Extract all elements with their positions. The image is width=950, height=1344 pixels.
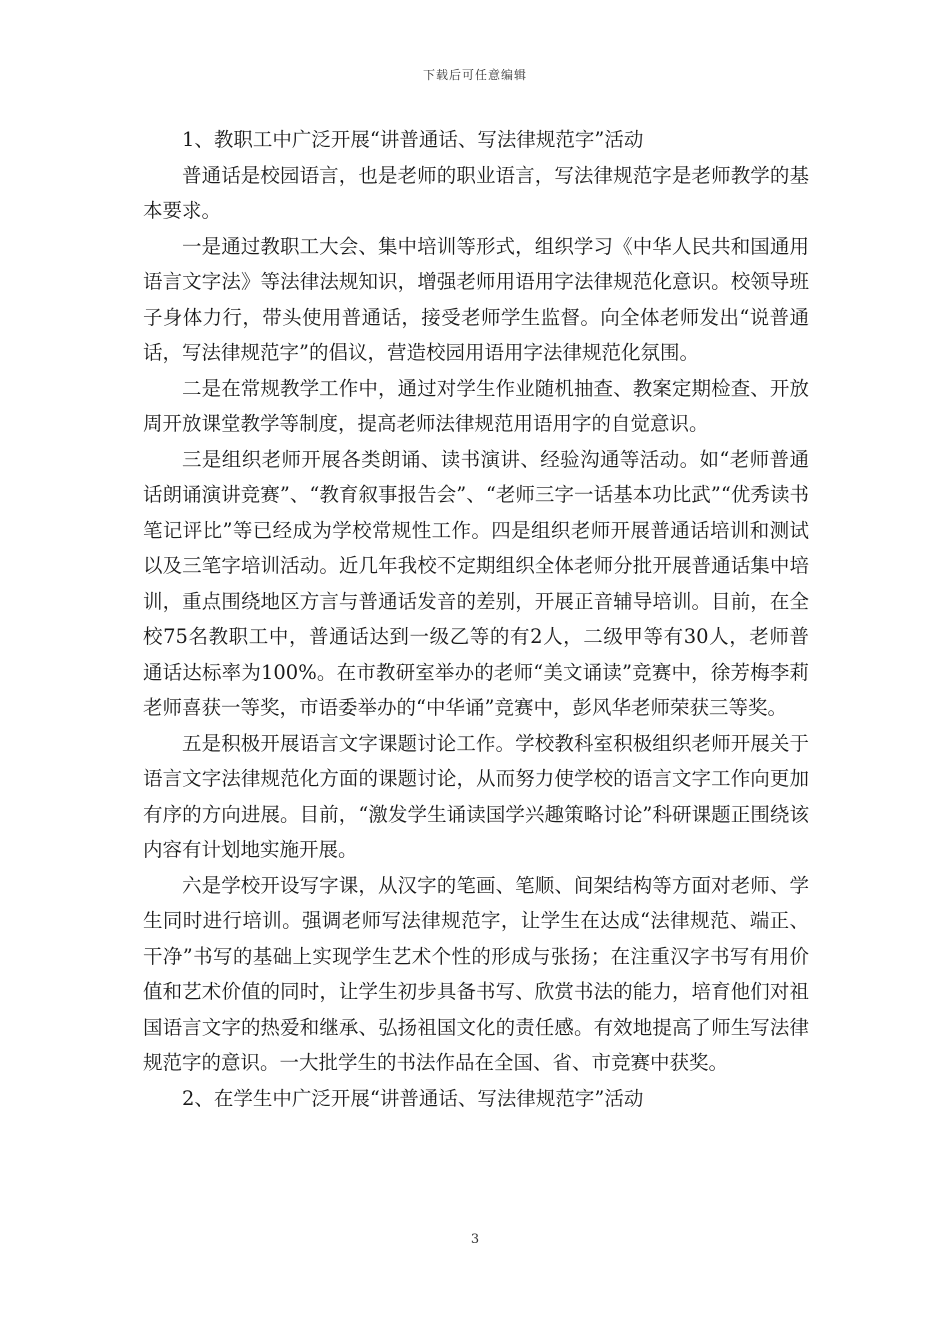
paragraph: 六是学校开设写字课，从汉字的笔画、笔顺、间架结构等方面对老师、学生同时进行培训。强调老师写法律规范字，让学生在达成“法律规范、端正、干净”书写的基础上实现学生艺术个性的形成与张扬；在注重汉字书写有用价值和艺术价值的同时，让学生初步具备书写、欣赏书法的能力，培育他们对祖国语言文字的热爱和继承、弘扬祖国文化的责任感。有效地提高了师生写法律规范字的意识。一大批学生的书法作品在全国、省、市竞赛中获奖。 bbox=[143, 873, 809, 1074]
page-header: 下载后可任意编辑 bbox=[422, 68, 527, 82]
paragraph: 三是组织老师开展各类朗诵、读书演讲、经验沟通等活动。如“老师普通话朗诵演讲竞赛”、“教育叙事报告会”、“老师三字一话基本功比武”“优秀读书笔记评比”等已经成为学校常规性工作。四是组织老师开展普通话培训和测试以及三笔字培训活动。近几年我校不定期组织全体老师分批开展普通话集中培训，重点围绕地区方言与普通话发音的差别，开展正音辅导培训。目前，在全校75名教职工中，普通话达到一级乙等的有2人，二级甲等有30人，老师普通话达标率为100%。在市教研室举办的老师“美文诵读”竞赛中，徐芳梅李莉老师喜获一等奖，市语委举办的“中华诵”竞赛中，彭风华老师荣获三等奖。 bbox=[143, 447, 809, 719]
paragraph: 二是在常规教学工作中，通过对学生作业随机抽查、教案定期检查、开放周开放课堂教学等制度，提高老师法律规范用语用字的自觉意识。 bbox=[143, 376, 809, 435]
document-body bbox=[143, 122, 809, 1116]
paragraph: 五是积极开展语言文字课题讨论工作。学校教科室积极组织老师开展关于语言文字法律规范化方面的课题讨论，从而努力使学校的语言文字工作向更加有序的方向进展。目前，“激发学生诵读国学兴趣策略讨论”科研课题正围绕该内容有计划地实施开展。 bbox=[143, 731, 809, 861]
section-heading: 2、在学生中广泛开展“讲普通话、写法律规范字”活动 bbox=[182, 1086, 644, 1110]
paragraph: 一是通过教职工大会、集中培训等形式，组织学习《中华人民共和国通用语言文字法》等法律法规知识，增强老师用语用字法律规范化意识。校领导班子身体力行，带头使用普通话，接受老师学生监督。向全体老师发出“说普通话，写法律规范字”的倡议，营造校园用语用字法律规范化氛围。 bbox=[143, 234, 809, 364]
paragraph: 普通话是校园语言，也是老师的职业语言，写法律规范字是老师教学的基本要求。 bbox=[143, 163, 809, 222]
section-heading: 1、教职工中广泛开展“讲普通话、写法律规范字”活动 bbox=[182, 128, 644, 151]
page-number: 3 bbox=[470, 1232, 480, 1247]
